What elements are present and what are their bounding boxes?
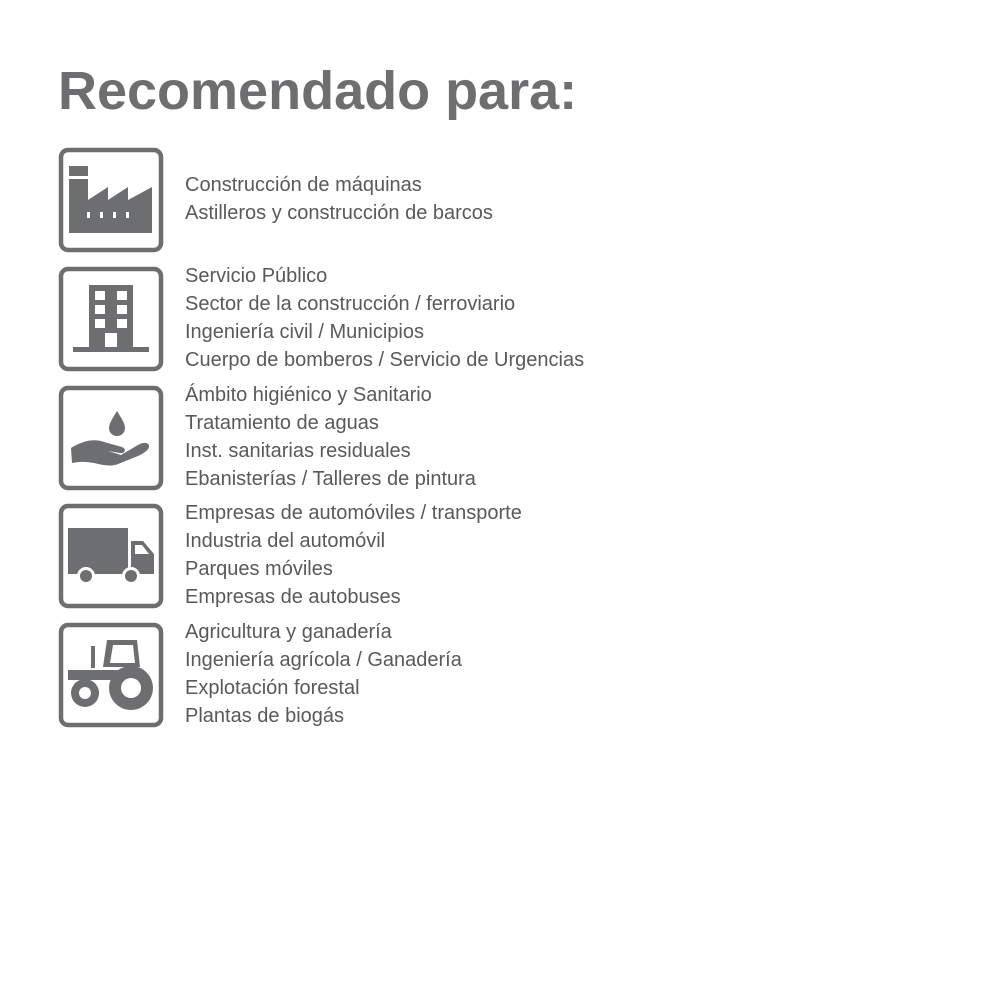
category-lines <box>185 618 462 730</box>
category-line: Sector de la construcción / ferroviario <box>185 293 516 315</box>
category-line: Empresas de automóviles / transporte <box>185 502 522 524</box>
truck-icon <box>58 503 164 609</box>
hand-water-drop-icon <box>58 385 164 491</box>
category-row-transport <box>58 503 758 609</box>
category-line: Servicio Público <box>185 265 328 287</box>
category-line: Astilleros y construcción de barcos <box>185 202 493 224</box>
category-line: Construcción de máquinas <box>185 174 422 196</box>
category-row-agriculture <box>58 622 758 728</box>
category-row-hygiene <box>58 385 758 491</box>
category-line: Ingeniería agrícola / Ganadería <box>185 649 462 671</box>
tractor-icon <box>58 622 164 728</box>
category-line: Parques móviles <box>185 558 333 580</box>
category-line: Inst. sanitarias residuales <box>185 440 411 462</box>
category-line: Explotación forestal <box>185 677 360 699</box>
category-lines <box>185 262 584 374</box>
category-line: Cuerpo de bomberos / Servicio de Urgencias <box>185 349 585 371</box>
category-line: Agricultura y ganadería <box>185 621 392 643</box>
building-icon <box>58 266 164 372</box>
category-line: Ebanisterías / Talleres de pintura <box>185 468 476 490</box>
category-line: Plantas de biogás <box>185 705 345 727</box>
category-line: Empresas de autobuses <box>185 586 401 608</box>
category-lines <box>185 381 476 493</box>
category-line: Tratamiento de aguas <box>185 412 379 434</box>
page-title: Recomendado para: <box>58 61 578 121</box>
category-lines <box>185 499 522 611</box>
category-line: Industria del automóvil <box>185 530 386 552</box>
category-row-machinery <box>58 147 758 253</box>
category-line: Ingeniería civil / Municipios <box>185 321 424 343</box>
factory-icon <box>58 147 164 253</box>
category-line: Ámbito higiénico y Sanitario <box>185 384 432 406</box>
category-lines <box>185 171 493 227</box>
category-row-public-service <box>58 266 758 372</box>
